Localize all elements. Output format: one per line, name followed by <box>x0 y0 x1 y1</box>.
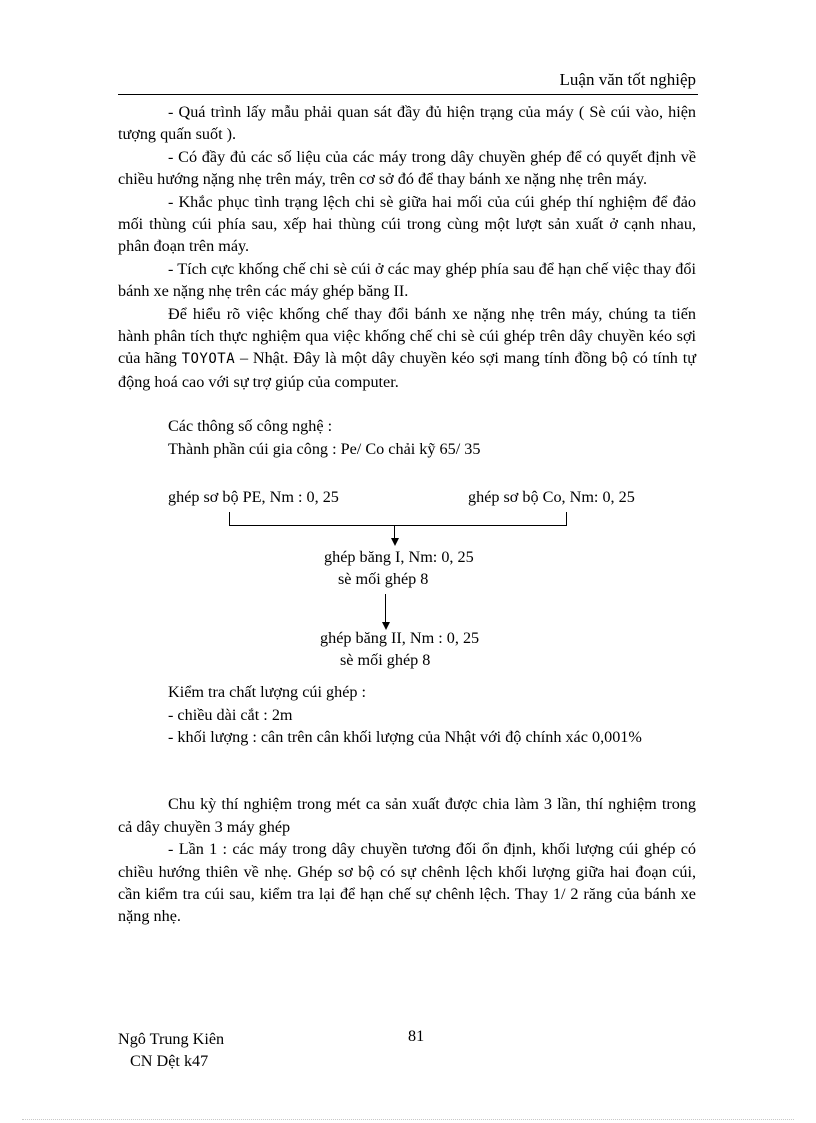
paragraph-run-1: - Lần 1 : các máy trong dây chuyền tương đối ổn định, khối lượng cúi ghép có chiều hướng thiên về nhẹ. Ghép sơ bộ có sự chênh lệch khối lượng giữa hai đoạn cúi, cần kiểm tra cúi sau, kiểm tra lại để hạn chế sự chênh lệch. Thay 1/ 2 răng của bánh xe nặng nhẹ. <box>118 840 696 926</box>
flow-node-co: ghép sơ bộ Co, Nm: 0, 25 <box>468 488 635 507</box>
paragraph-control: - Tích cực khống chế chi sè cúi ở các may ghép phía sau để hạn chế việc thay đổi bánh xe nặng nhẹ trên các máy ghép băng II. <box>118 259 696 301</box>
quality-length: - chiều dài cắt : 2m <box>168 705 293 724</box>
footer-class: CN Dệt k47 <box>130 1052 209 1070</box>
page-header <box>118 68 698 95</box>
spec-title: Các thông số công nghệ : <box>168 417 333 436</box>
connector-down-2 <box>385 594 386 622</box>
spec-material: Thành phần cúi gia công : Pe/ Co chải kỹ 65/ 35 <box>168 439 481 458</box>
connector-left <box>229 512 230 526</box>
connector-right <box>566 512 567 526</box>
paragraph-data: - Có đầy đủ các số liệu của các máy trong dây chuyền ghép để có quyết định về chiều hướng nặng nhẹ trên máy, trên cơ sở đó để thay bánh xe nặng nhẹ trên máy. <box>118 147 696 189</box>
connector-down-1 <box>394 525 395 538</box>
quality-title: Kiểm tra chất lượng cúi ghép : <box>168 683 367 702</box>
quality-mass: - khối lượng : cân trên cân khối lượng của Nhật với độ chính xác 0,001% <box>168 727 642 746</box>
page-number: 81 <box>408 1027 425 1045</box>
paragraph-experiment <box>118 303 696 394</box>
paragraph-cycle: Chu kỳ thí nghiệm trong mét ca sản xuất được chia làm 3 lần, thí nghiệm trong cả dây chuyền 3 máy ghép <box>118 795 696 836</box>
flow-node-draw-1-joints: sè mối ghép 8 <box>338 570 429 589</box>
paragraph-sampling: - Quá trình lấy mẫu phải quan sát đầy đủ hiện trạng của máy ( Sè cúi vào, hiện tượng quấn suốt ). <box>118 103 696 144</box>
paragraph-fix-deviation: - Khắc phục tình trạng lệch chi sè giữa hai mối của cúi ghép thí nghiệm để đảo mối thùng cúi phía sau, xếp hai thùng cúi trong cùng một lượt sản xuất ở cạnh nhau, phân đoạn trên máy. <box>118 192 696 256</box>
arrow-down-1 <box>391 538 399 546</box>
page-content <box>118 101 696 928</box>
process-flow-diagram <box>118 464 696 670</box>
footer-author: Ngô Trung Kiên <box>118 1030 225 1048</box>
brand-name: TOYOTA <box>181 351 236 368</box>
header-title: Luận văn tốt nghiệp <box>559 70 696 89</box>
flow-node-draw-2-joints: sè mối ghép 8 <box>340 651 431 670</box>
flow-node-draw-2: ghép băng II, Nm : 0, 25 <box>320 629 480 648</box>
flow-node-draw-1: ghép băng I, Nm: 0, 25 <box>324 548 474 567</box>
experiment-text-b: – Nhật. Đây là một dây chuyền kéo sợi mang tính đồng bộ có tính tự động hoá cao với sự trợ giúp của computer. <box>118 349 696 391</box>
experiment-text-a: Để hiểu rõ việc khống chế thay đổi bánh xe nặng nhẹ trên máy, chúng ta tiến hành phân tích thực nghiệm qua việc khống chế chi sè cúi ghép trên dây chuyền kéo sợi của hãng <box>118 304 696 368</box>
connector-join <box>229 525 567 526</box>
flow-node-pe: ghép sơ bộ PE, Nm : 0, 25 <box>168 488 339 507</box>
page-edge-dotted-line <box>22 1119 794 1120</box>
